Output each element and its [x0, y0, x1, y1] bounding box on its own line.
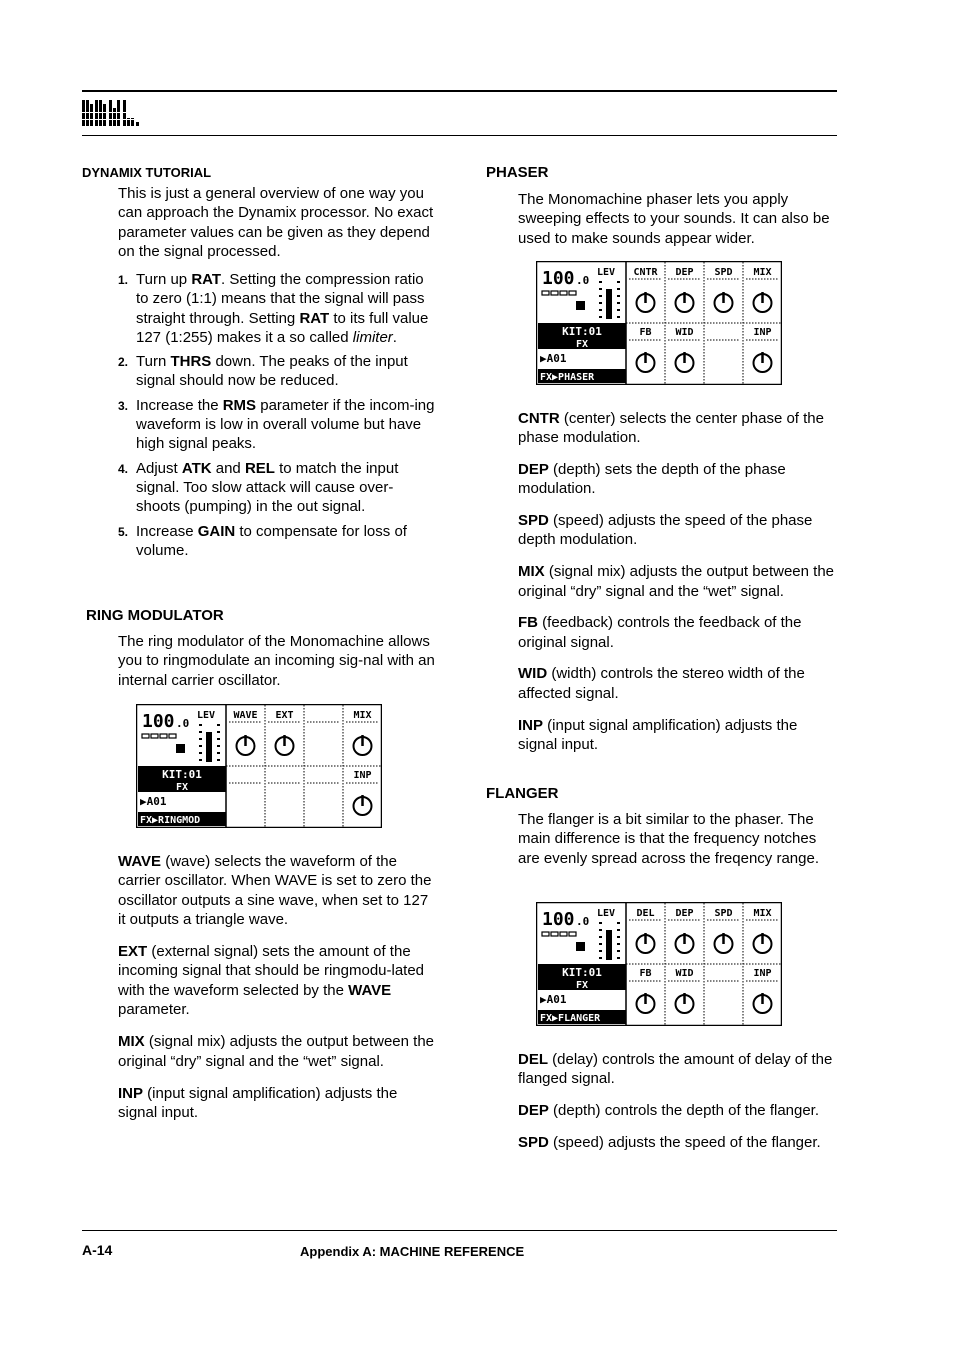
- ring-intro: The ring modulator of the Monomachine allows you to ringmodulate an incoming sig-nal with an internal carrier oscillator.: [118, 633, 435, 689]
- param-label: WAVE: [233, 710, 258, 721]
- top-rule: [82, 90, 837, 92]
- param-label: MIX: [753, 908, 772, 919]
- ringmod-screen: [136, 704, 382, 828]
- param-description: SPD (speed) adjusts the speed of the phase depth modulation.: [518, 512, 813, 549]
- flanger-intro: The flanger is a bit similar to the phaser. The main difference is that the frequency notches are evenly spread across the freqency range.: [518, 811, 820, 867]
- step-text: Turn up RAT. Setting the compression ratio to zero (1:1) means that the signal will pass straight through. Setting RAT to its full value 127 (1:255) makes it a so called limiter.: [136, 271, 429, 346]
- step-number: 5.: [118, 524, 129, 539]
- param-description: SPD (speed) adjusts the speed of the flanger.: [518, 1133, 821, 1151]
- level-value: 100: [542, 909, 575, 930]
- dynamix-heading: DYNAMIX TUTORIAL: [82, 165, 212, 180]
- dynamix-step: [118, 522, 436, 561]
- kit-label: KIT:01: [162, 768, 202, 781]
- dynamix-intro: This is just a general overview of one way you can approach the Dynamix processor. No exact parameter values can be given as they depend on the signal processed.: [118, 185, 434, 260]
- param-description: EXT (external signal) sets the amount of the incoming signal that should be ringmodu-lated with the waveform selected by the WAVE parameter.: [118, 943, 425, 1019]
- param-label: EXT: [275, 710, 294, 721]
- param-description: MIX (signal mix) adjusts the output between the original “dry” signal and the “wet” signal.: [518, 563, 835, 600]
- step-number: 4.: [118, 461, 129, 476]
- flanger-heading: FLANGER: [486, 785, 559, 802]
- param-description: INP (input signal amplification) adjusts the signal input.: [118, 1084, 398, 1122]
- fx-label: FX: [575, 980, 589, 991]
- step-number: 2.: [118, 355, 129, 370]
- stop-icon: [176, 744, 185, 753]
- phaser-heading: PHASER: [486, 164, 549, 181]
- kit-label: KIT:01: [562, 966, 602, 979]
- param-label: DEL: [636, 908, 655, 919]
- kit-label: KIT:01: [562, 325, 602, 338]
- param-label: WID: [675, 327, 694, 338]
- level-meter: [606, 289, 612, 319]
- level-decimal: .0: [576, 915, 590, 928]
- dynamix-step: [118, 459, 436, 517]
- stop-icon: [576, 942, 585, 951]
- param-label: FB: [639, 968, 652, 979]
- footer-rule: [82, 1230, 837, 1231]
- dynamix-step: [118, 352, 436, 391]
- phaser-params: [518, 409, 838, 767]
- dynamix-step: [118, 270, 436, 347]
- machine-name: FX▶FLANGER: [540, 1013, 601, 1024]
- param-label: FB: [639, 327, 652, 338]
- machine-name: FX▶PHASER: [540, 372, 595, 383]
- stop-icon: [576, 301, 585, 310]
- page-number: A-14: [82, 1242, 113, 1258]
- param-label: INP: [353, 770, 372, 781]
- step-text: Turn THRS down. The peaks of the input signal should now be reduced.: [136, 353, 408, 390]
- param-description: DEP (depth) sets the depth of the phase modulation.: [518, 461, 786, 498]
- pattern-label: ▶A01: [540, 993, 567, 1006]
- level-meter: [606, 930, 612, 960]
- phaser-screen: [536, 261, 782, 385]
- flanger-params: [518, 1050, 838, 1165]
- param-label: LEV: [197, 710, 216, 721]
- elektron-logo: [82, 98, 142, 128]
- param-label: INP: [753, 327, 772, 338]
- param-label: WID: [675, 968, 694, 979]
- dynamix-step: [118, 396, 436, 454]
- step-text: Increase the RMS parameter if the incom-ing waveform is low in overall volume but have high signal peaks.: [136, 396, 435, 453]
- fx-label: FX: [575, 339, 589, 350]
- param-label: INP: [753, 968, 772, 979]
- param-label: LEV: [597, 267, 616, 278]
- param-description: FB (feedback) controls the feedback of the original signal.: [518, 614, 802, 651]
- param-label: SPD: [714, 908, 733, 919]
- dynamix-steps: [118, 270, 436, 565]
- param-label: SPD: [714, 267, 733, 278]
- fx-label: FX: [175, 782, 189, 793]
- param-label: CNTR: [633, 267, 658, 278]
- param-label: MIX: [753, 267, 772, 278]
- param-description: DEL (delay) controls the amount of delay of the flanged signal.: [518, 1051, 833, 1088]
- step-text: Adjust ATK and REL to match the input signal. Too slow attack will cause over-shoots (pumping) in the out signal.: [136, 459, 399, 516]
- pattern-label: ▶A01: [140, 795, 167, 808]
- level-meter: [206, 732, 212, 762]
- step-number: 1.: [118, 273, 129, 287]
- ring-heading: RING MODULATOR: [86, 607, 224, 624]
- step-number: 3.: [118, 398, 129, 413]
- param-description: DEP (depth) controls the depth of the flanger.: [518, 1102, 820, 1120]
- level-value: 100: [542, 268, 575, 289]
- param-description: INP (input signal amplification) adjusts the signal input.: [518, 716, 798, 753]
- param-label: MIX: [353, 710, 372, 721]
- level-decimal: .0: [176, 717, 190, 730]
- param-label: LEV: [597, 908, 616, 919]
- pattern-label: ▶A01: [540, 352, 567, 365]
- step-text: Increase GAIN to compensate for loss of volume.: [136, 522, 407, 559]
- machine-name: FX▶RINGMOD: [140, 815, 201, 826]
- phaser-intro: The Monomachine phaser lets you apply sweeping effects to your sounds. It can also be used to make sounds appear wider.: [518, 191, 830, 247]
- param-description: WID (width) controls the stereo width of the affected signal.: [518, 665, 805, 702]
- level-decimal: .0: [576, 274, 590, 287]
- footer-section: Appendix A: MACHINE REFERENCE: [300, 1244, 525, 1259]
- param-description: MIX (signal mix) adjusts the output between the original “dry” signal and the “wet” signal.: [118, 1033, 435, 1070]
- param-label: DEP: [675, 267, 694, 278]
- level-value: 100: [142, 711, 175, 732]
- ring-params: [118, 852, 438, 1136]
- flanger-screen: [536, 902, 782, 1026]
- param-label: DEP: [675, 908, 694, 919]
- header-rule: [82, 135, 837, 136]
- param-description: CNTR (center) selects the center phase of the phase modulation.: [518, 410, 824, 447]
- param-description: WAVE (wave) selects the waveform of the carrier oscillator. When WAVE is set to zero the oscillator outputs a sine wave, when set to 127 it outputs a triangle wave.: [118, 853, 432, 928]
